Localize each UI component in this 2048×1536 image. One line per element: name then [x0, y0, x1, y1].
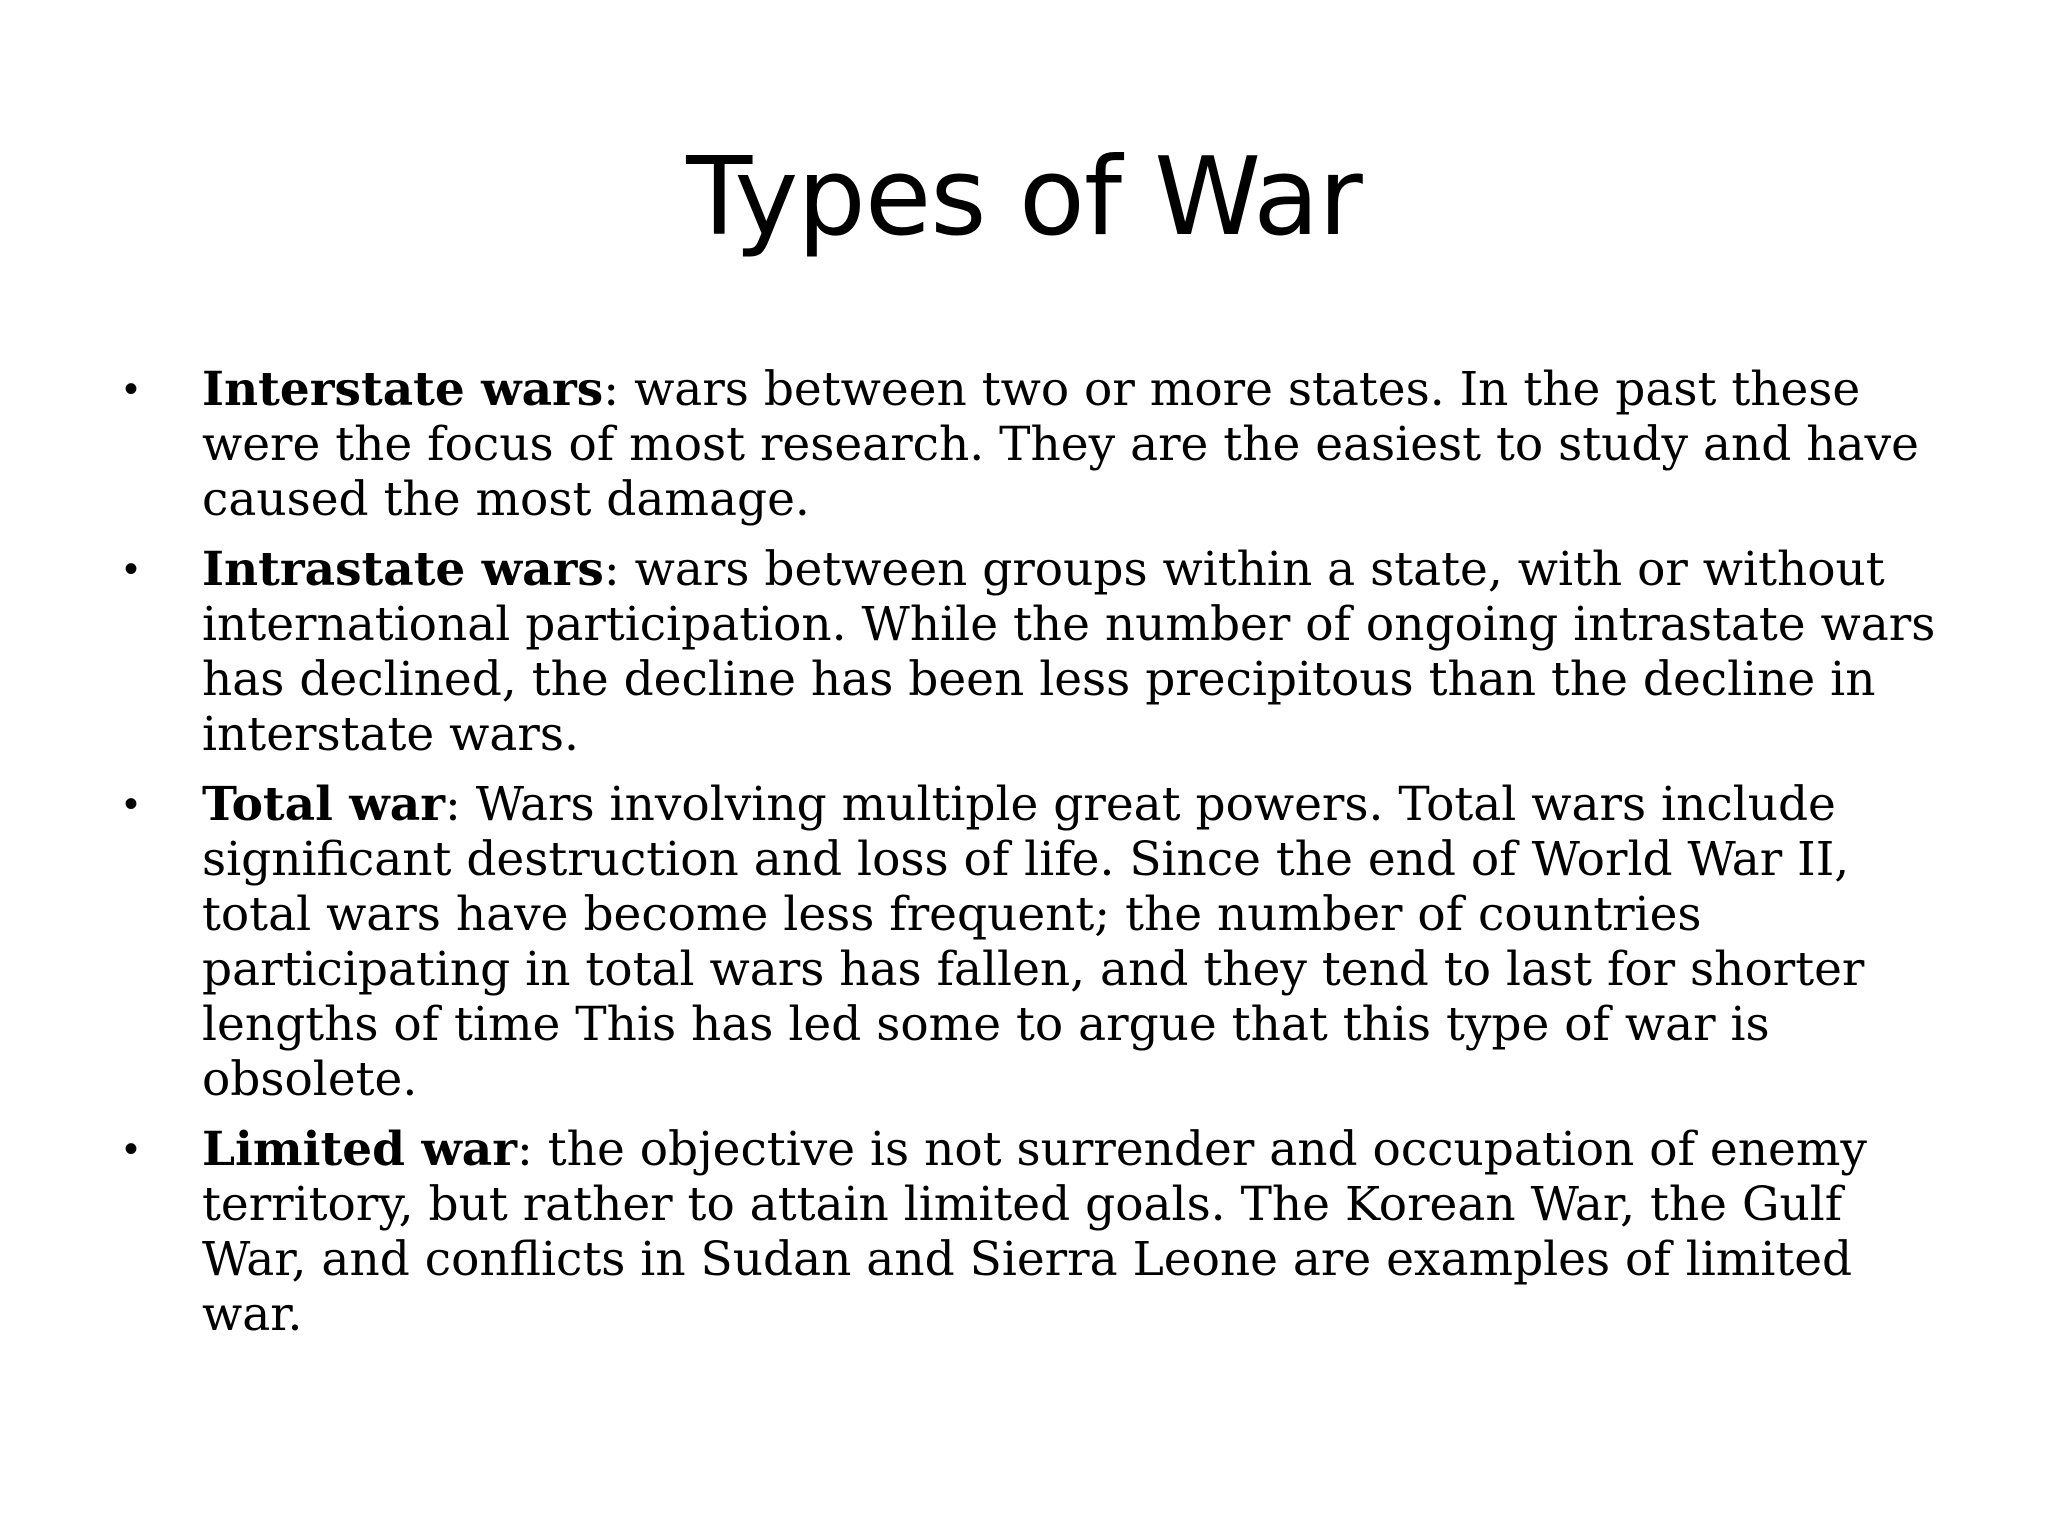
bullet-text: Wars involving multiple great powers. Total wars include significant destruction and loss of life. Since the end of World War II, total wars have become less frequent; the number of countries participating in total wars has fallen, and they tend to last for shorter lengths of time This has led some to argue that this type of war is obsolete. — [202, 777, 1865, 1107]
bullet-icon: • — [124, 1127, 139, 1171]
bullet-text: the objective is not surrender and occupation of enemy territory, but rather to attain limited goals. The Korean War, the Gulf War, and conflicts in Sudan and Sierra Leone are examples of limited war. — [202, 1122, 1867, 1342]
bullet-term: Interstate wars — [202, 362, 604, 417]
bullet-term: Intrastate wars — [202, 542, 604, 597]
slide-title: Types of War — [686, 135, 1362, 260]
bullet-separator: : — [445, 777, 461, 832]
bullet-icon: • — [124, 782, 139, 826]
bullet-list — [124, 362, 1954, 1357]
bullet-separator: : — [603, 362, 620, 417]
bullet-icon: • — [124, 367, 139, 411]
bullet-term: Limited war — [202, 1122, 518, 1177]
bullet-item-total-war — [124, 777, 1954, 1107]
bullet-separator: : — [517, 1122, 533, 1177]
bullet-separator: : — [603, 542, 620, 597]
bullet-icon: • — [124, 547, 139, 591]
bullet-item-intrastate-wars — [124, 542, 1954, 762]
bullet-term: Total war — [202, 777, 445, 832]
bullet-text: wars between groups within a state, with or without international participation. While the number of ongoing intrastate wars has declined, the decline has been less precipitous than the decline in interstate wars. — [202, 542, 1936, 762]
bullet-item-interstate-wars — [124, 362, 1954, 527]
bullet-item-limited-war — [124, 1122, 1954, 1342]
bullet-text: wars between two or more states. In the past these were the focus of most research. They are the easiest to study and have caused the most damage. — [202, 362, 1919, 527]
